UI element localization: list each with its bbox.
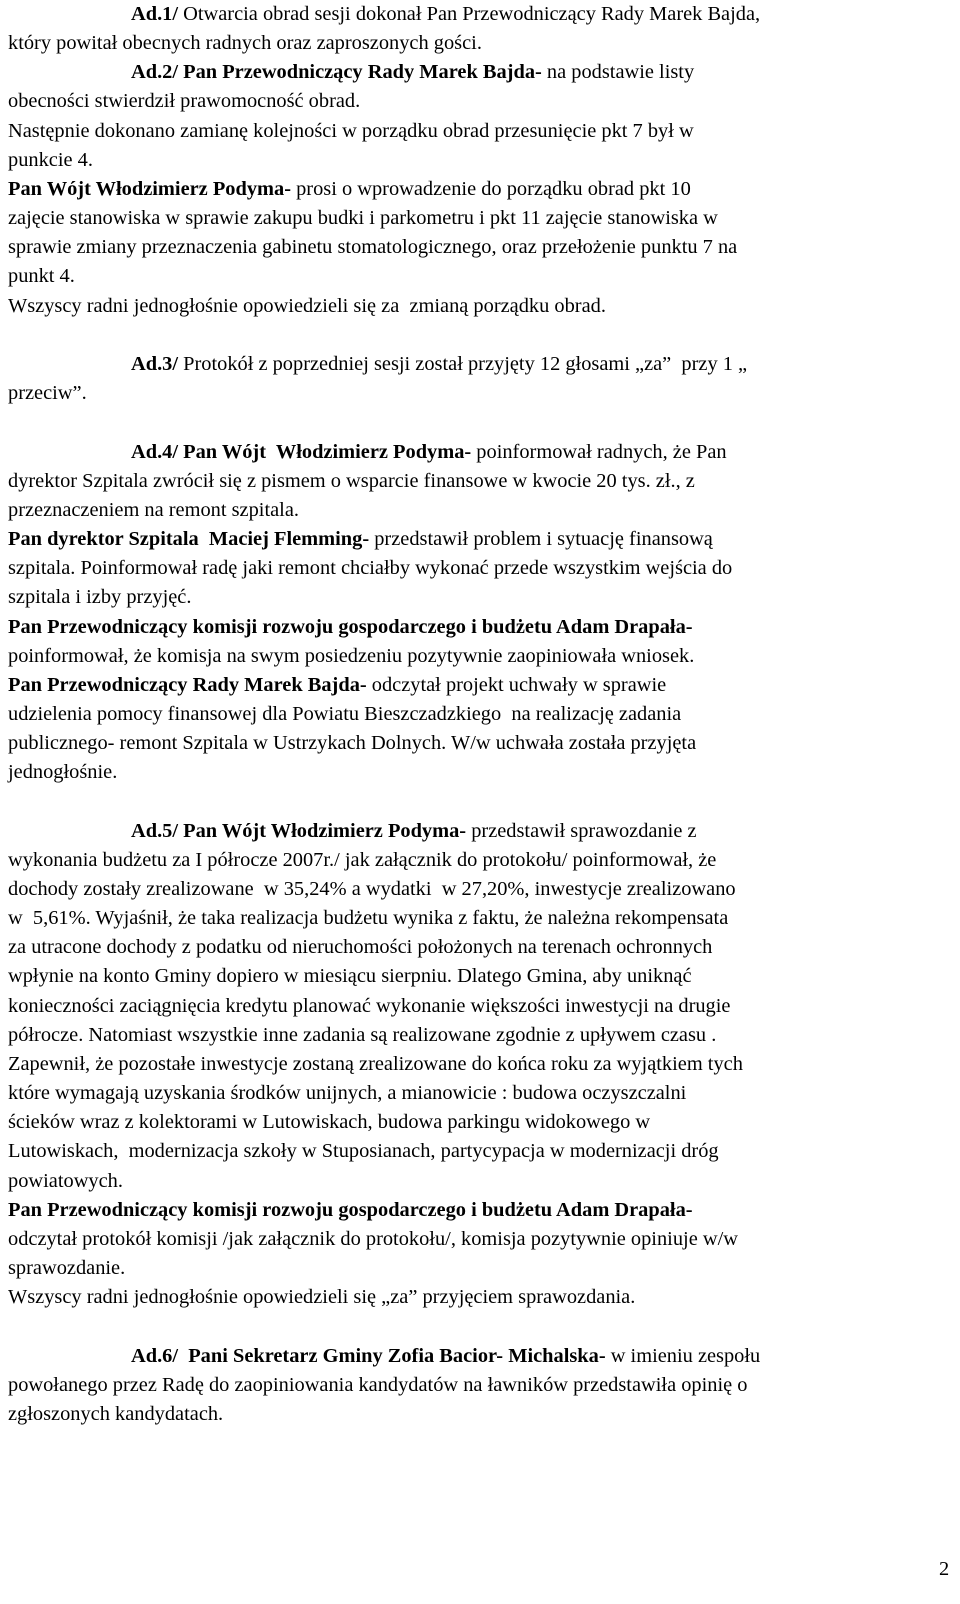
ad6-line-3: zgłoszonych kandydatach. — [8, 1403, 224, 1425]
ad4-line-12: jednogłośnie. — [8, 761, 118, 783]
document-page — [8, 0, 952, 1604]
page-number: 2 — [939, 1558, 950, 1580]
ad5-line-15: odczytał protokół komisji /jak załącznik do protokołu/, komisja pozytywnie opiniuje w/w — [8, 1228, 738, 1250]
ad2-line-1: Ad.2/ Pan Przewodniczący Rady Marek Bajda- na podstawie listy — [131, 61, 695, 83]
ad5-line-9: Zapewnił, że pozostałe inwestycje zostaną zrealizowane do końca roku za wyjątkiem tych — [8, 1053, 743, 1075]
ad3-line-1: Ad.3/ Protokół z poprzedniej sesji został przyjęty 12 głosami „za” przy 1 „ — [131, 353, 748, 375]
ad2-line-5: Pan Wójt Włodzimierz Podyma- prosi o wprowadzenie do porządku obrad pkt 10 — [8, 178, 691, 200]
ad5-line-5: za utracone dochody z podatku od nieruchomości położonych na terenach ochronnych — [8, 936, 713, 958]
ad4-line-4: Pan dyrektor Szpitala Maciej Flemming- przedstawił problem i sytuację finansową — [8, 528, 713, 550]
ad4-line-2: dyrektor Szpitala zwrócił się z pismem o wsparcie finansowe w kwocie 20 tys. zł., z — [8, 470, 695, 492]
ad4-line-9: Pan Przewodniczący Rady Marek Bajda- odczytał projekt uchwały w sprawie — [8, 674, 667, 696]
ad5-line-3: dochody zostały zrealizowane w 35,24% a wydatki w 27,20%, inwestycje zrealizowano — [8, 878, 736, 900]
ad5-line-16: sprawozdanie. — [8, 1257, 126, 1279]
ad5-line-8: półrocze. Natomiast wszystkie inne zadania są realizowane zgodnie z upływem czasu . — [8, 1024, 717, 1046]
ad5-line-12: Lutowiskach, modernizacja szkoły w Stuposianach, partycypacja w modernizacji dróg — [8, 1140, 719, 1162]
ad5-line-14: Pan Przewodniczący komisji rozwoju gospodarczego i budżetu Adam Drapała- — [8, 1199, 693, 1221]
ad2-line-7: sprawie zmiany przeznaczenia gabinetu stomatologicznego, oraz przełożenie punktu 7 na — [8, 236, 738, 258]
ad2-line-4: punkcie 4. — [8, 149, 93, 171]
ad4-line-7: Pan Przewodniczący komisji rozwoju gospodarczego i budżetu Adam Drapała- — [8, 616, 693, 638]
ad5-line-13: powiatowych. — [8, 1170, 123, 1192]
ad5-line-17: Wszyscy radni jednogłośnie opowiedzieli się „za” przyjęciem sprawozdania. — [8, 1286, 636, 1308]
ad4-line-5: szpitala. Poinformował radę jaki remont chciałby wykonać przede wszystkim wejścia do — [8, 557, 733, 579]
ad3-line-2: przeciw”. — [8, 382, 87, 404]
ad4-line-11: publicznego- remont Szpitala w Ustrzykach Dolnych. W/w uchwała została przyjęta — [8, 732, 697, 754]
ad5-line-2: wykonania budżetu za I półrocze 2007r./ jak załącznik do protokołu/ poinformował, że — [8, 849, 717, 871]
ad5-line-4: w 5,61%. Wyjaśnił, że taka realizacja budżetu wynika z faktu, że należna rekompensata — [8, 907, 729, 929]
ad1-line-1: Ad.1/ Otwarcia obrad sesji dokonał Pan Przewodniczący Rady Marek Bajda, — [131, 3, 761, 25]
ad4-line-1: Ad.4/ Pan Wójt Włodzimierz Podyma- poinformował radnych, że Pan — [131, 441, 727, 463]
ad1-line-2: który powitał obecnych radnych oraz zaproszonych gości. — [8, 32, 482, 54]
ad4-line-6: szpitala i izby przyjęć. — [8, 586, 192, 608]
ad5-line-11: ścieków wraz z kolektorami w Lutowiskach, budowa parkingu widokowego w — [8, 1111, 651, 1133]
ad2-line-2: obecności stwierdził prawomocność obrad. — [8, 90, 361, 112]
ad5-line-10: które wymagają uzyskania środków unijnych, a mianowicie : budowa oczyszczalni — [8, 1082, 687, 1104]
ad5-line-7: konieczności zaciągnięcia kredytu planować wykonanie większości inwestycji na drugie — [8, 995, 731, 1017]
ad4-line-8: poinformował, że komisja na swym posiedzeniu pozytywnie zaopiniowała wniosek. — [8, 645, 695, 667]
ad5-line-1: Ad.5/ Pan Wójt Włodzimierz Podyma- przedstawił sprawozdanie z — [131, 820, 697, 842]
ad2-line-6: zajęcie stanowiska w sprawie zakupu budki i parkometru i pkt 11 zajęcie stanowiska w — [8, 207, 718, 229]
ad6-line-2: powołanego przez Radę do zaopiniowania kandydatów na ławników przedstawiła opinię o — [8, 1374, 748, 1396]
ad4-line-3: przeznaczeniem na remont szpitala. — [8, 499, 299, 521]
ad2-line-9: Wszyscy radni jednogłośnie opowiedzieli się za zmianą porządku obrad. — [8, 295, 606, 317]
ad6-line-1: Ad.6/ Pani Sekretarz Gminy Zofia Bacior- Michalska- w imieniu zespołu — [131, 1345, 761, 1367]
ad2-line-8: punkt 4. — [8, 265, 75, 287]
ad5-line-6: wpłynie na konto Gminy dopiero w miesiącu sierpniu. Dlatego Gmina, aby uniknąć — [8, 965, 692, 987]
ad2-line-3: Następnie dokonano zamianę kolejności w porządku obrad przesunięcie pkt 7 był w — [8, 120, 694, 142]
ad4-line-10: udzielenia pomocy finansowej dla Powiatu Bieszczadzkiego na realizację zadania — [8, 703, 682, 725]
